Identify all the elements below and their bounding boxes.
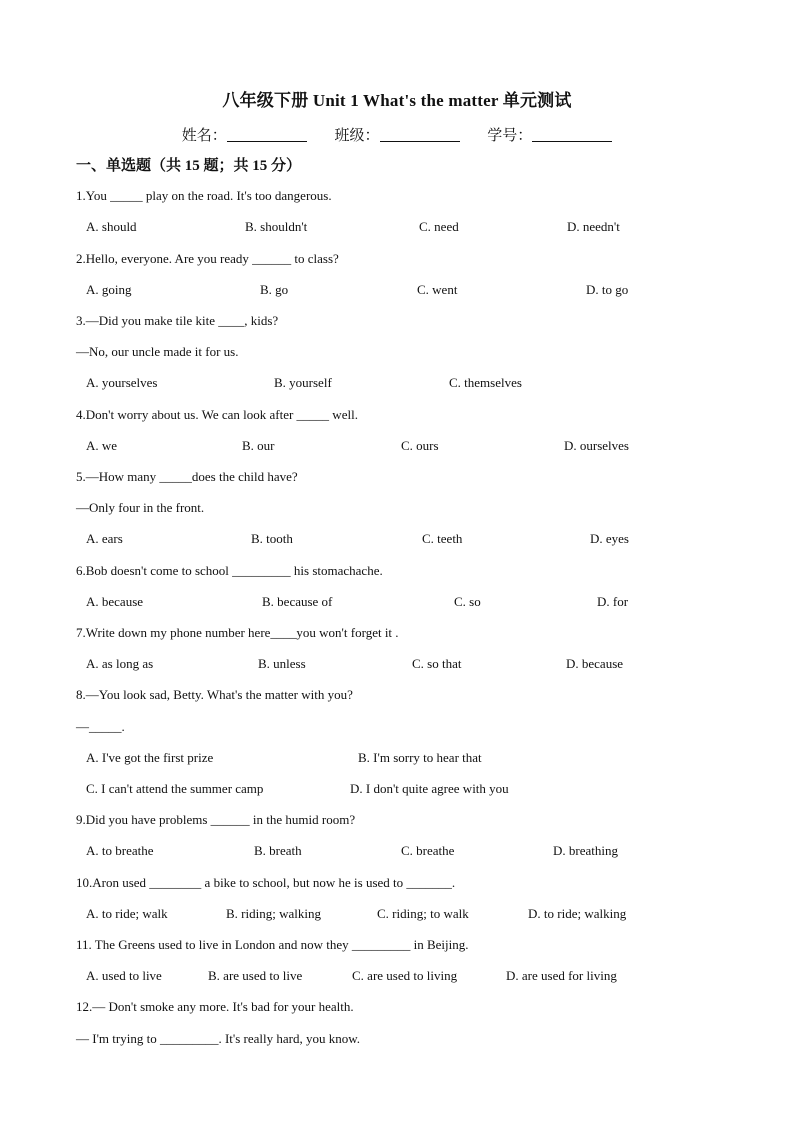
option-8d[interactable]: D. I don't quite agree with you: [350, 781, 509, 796]
question-11: 11. The Greens used to live in London and now they _________ in Beijing.: [76, 937, 469, 952]
question-5-line-2: —Only four in the front.: [76, 500, 205, 515]
option-5d[interactable]: D. eyes: [590, 531, 629, 546]
question-4: 4.Don't worry about us. We can look after _____ well.: [76, 407, 358, 422]
option-11c[interactable]: C. are used to living: [352, 968, 458, 983]
option-6d[interactable]: D. for: [597, 594, 629, 609]
question-3: 3.—Did you make tile kite ____, kids?: [76, 313, 279, 328]
option-2a[interactable]: A. going: [86, 282, 132, 297]
option-4a[interactable]: A. we: [86, 438, 118, 453]
name-field[interactable]: [182, 124, 307, 145]
option-11b[interactable]: B. are used to live: [208, 968, 303, 983]
option-11a[interactable]: A. used to live: [86, 968, 162, 983]
option-2d[interactable]: D. to go: [586, 282, 629, 297]
option-10a[interactable]: A. to ride; walk: [86, 906, 168, 921]
class-label: 班级：: [334, 128, 380, 144]
question-12: 12.— Don't smoke any more. It's bad for your health.: [76, 999, 354, 1014]
question-9: 9.Did you have problems ______ in the humid room?: [76, 812, 356, 827]
option-11d[interactable]: D. are used for living: [506, 968, 617, 983]
option-4d[interactable]: D. ourselves: [564, 438, 629, 453]
option-2c[interactable]: C. went: [417, 282, 458, 297]
option-3c[interactable]: C. themselves: [449, 375, 522, 390]
id-blank[interactable]: [532, 127, 612, 142]
option-7d[interactable]: D. because: [566, 656, 624, 671]
option-3a[interactable]: A. yourselves: [86, 375, 158, 390]
question-5: 5.—How many _____does the child have?: [76, 469, 298, 484]
option-9b[interactable]: B. breath: [254, 843, 302, 858]
question-8: 8.—You look sad, Betty. What's the matter with you?: [76, 687, 353, 702]
option-10c[interactable]: C. riding; to walk: [377, 906, 469, 921]
question-7: 7.Write down my phone number here____you won't forget it .: [76, 625, 399, 640]
option-10b[interactable]: B. riding; walking: [226, 906, 321, 921]
option-9d[interactable]: D. breathing: [553, 843, 618, 858]
option-5c[interactable]: C. teeth: [422, 531, 463, 546]
question-1: 1.You _____ play on the road. It's too dangerous.: [76, 188, 332, 203]
question-3-line-2: —No, our uncle made it for us.: [76, 344, 239, 359]
option-1b[interactable]: B. shouldn't: [245, 219, 308, 234]
class-blank[interactable]: [380, 127, 460, 142]
option-7b[interactable]: B. unless: [258, 656, 306, 671]
option-2b[interactable]: B. go: [260, 282, 289, 297]
option-8b[interactable]: B. I'm sorry to hear that: [358, 750, 482, 765]
question-8-line-2: —_____.: [76, 719, 125, 734]
option-6a[interactable]: A. because: [86, 594, 144, 609]
question-6: 6.Bob doesn't come to school _________ his stomachache.: [76, 563, 383, 578]
option-4c[interactable]: C. ours: [401, 438, 439, 453]
option-9c[interactable]: C. breathe: [401, 843, 455, 858]
question-10: 10.Aron used ________ a bike to school, but now he is used to _______.: [76, 875, 456, 890]
name-label: 姓名：: [181, 128, 227, 144]
option-9a[interactable]: A. to breathe: [86, 843, 154, 858]
option-1d[interactable]: D. needn't: [567, 219, 620, 234]
page-title: 八年级下册 Unit 1 What's the matter 单元测试: [222, 91, 572, 110]
option-1c[interactable]: C. need: [419, 219, 459, 234]
question-12-line-2: — I'm trying to _________. It's really hard, you know.: [76, 1031, 361, 1046]
option-8a[interactable]: A. I've got the first prize: [86, 750, 214, 765]
option-5a[interactable]: A. ears: [86, 531, 123, 546]
question-2: 2.Hello, everyone. Are you ready ______ to class?: [76, 251, 339, 266]
option-1a[interactable]: A. should: [86, 219, 137, 234]
name-blank[interactable]: [227, 127, 307, 142]
option-6b[interactable]: B. because of: [262, 594, 333, 609]
student-info-row: [0, 124, 794, 145]
option-6c[interactable]: C. so: [454, 594, 481, 609]
option-8c[interactable]: C. I can't attend the summer camp: [86, 781, 264, 796]
option-4b[interactable]: B. our: [242, 438, 275, 453]
class-field[interactable]: [334, 124, 459, 145]
option-3b[interactable]: B. yourself: [274, 375, 332, 390]
section-title: 一、单选题（共 15 题；共 15 分）: [76, 158, 302, 174]
id-label: 学号：: [487, 128, 533, 144]
option-5b[interactable]: B. tooth: [251, 531, 293, 546]
option-7a[interactable]: A. as long as: [86, 656, 154, 671]
id-field[interactable]: [487, 124, 612, 145]
option-7c[interactable]: C. so that: [412, 656, 462, 671]
option-10d[interactable]: D. to ride; walking: [528, 906, 627, 921]
